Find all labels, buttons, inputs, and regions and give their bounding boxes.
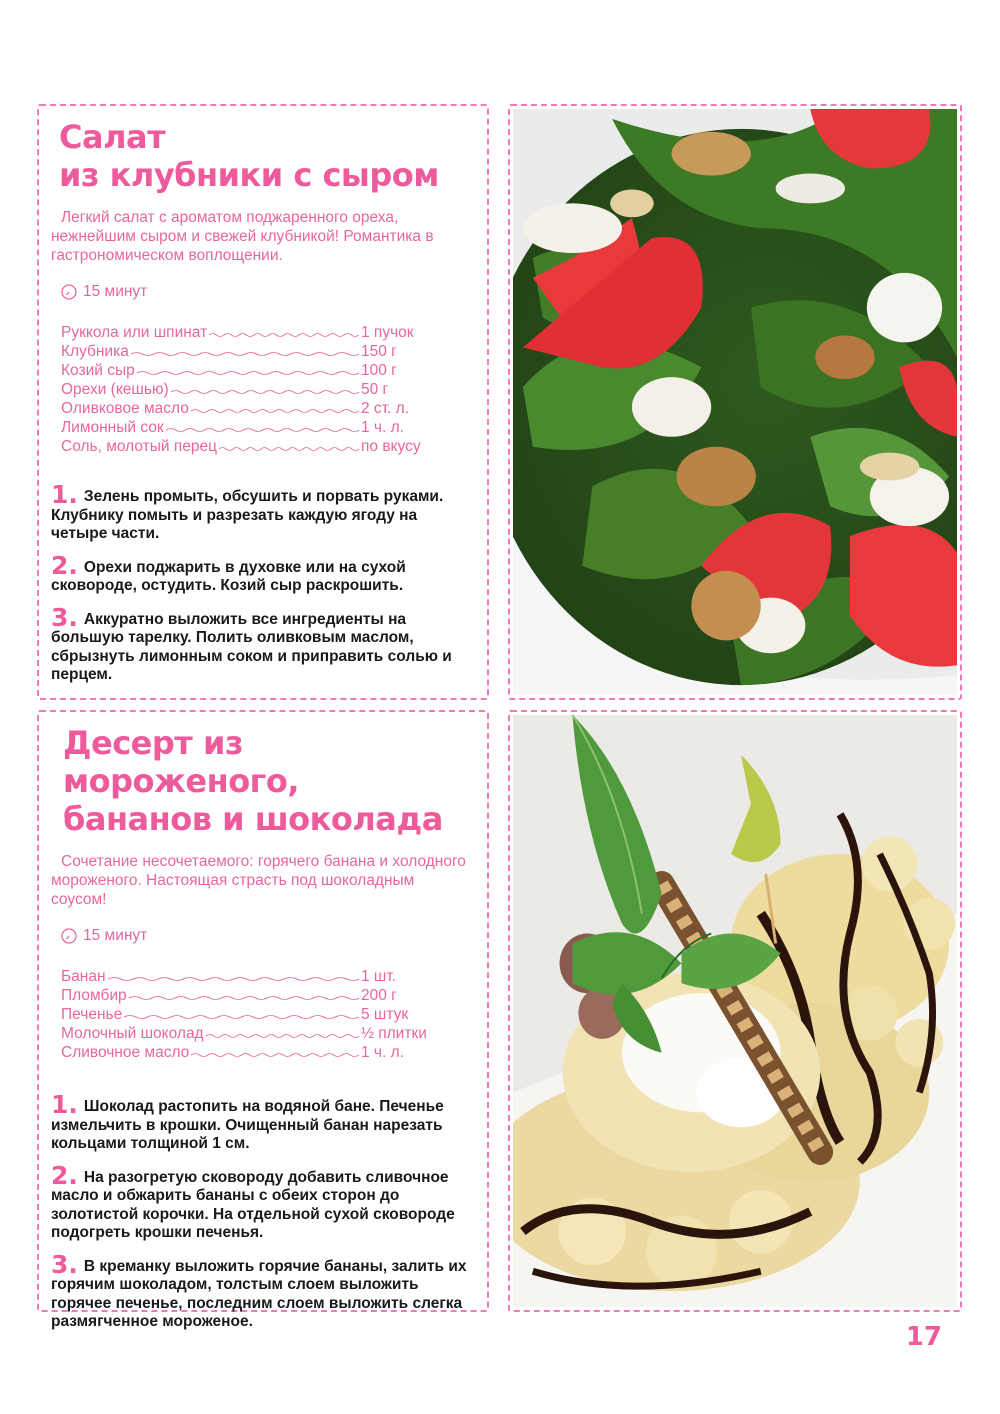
banana-ice-cream-dessert-image — [513, 715, 957, 1307]
recipe1-title — [59, 118, 469, 194]
wavy-leader — [206, 1033, 359, 1039]
step-text: Зелень промыть, обсушить и порвать руками. Клубнику помыть и разрезать каждую ягоду на четыре части. — [51, 488, 444, 542]
step-item — [51, 1090, 469, 1154]
step-number: 3. — [51, 1249, 78, 1279]
step-number: 1. — [51, 480, 78, 509]
ingredient-row — [61, 1024, 471, 1043]
wavy-leader — [137, 370, 359, 376]
ingredient-row — [61, 967, 471, 986]
recipe1-time-text: 15 минут — [83, 283, 148, 300]
step-number: 2. — [51, 1160, 78, 1190]
recipe1-card — [37, 104, 489, 700]
recipe1-title-line2: из клубники с сыром — [59, 156, 439, 194]
step-item — [51, 602, 469, 685]
step-item — [51, 550, 469, 596]
ingredient-name: Банан — [61, 968, 106, 985]
ingredient-row — [61, 323, 471, 342]
wavy-leader — [209, 332, 359, 338]
recipe2-time — [61, 927, 469, 945]
step-text: Орехи поджарить в духовке или на сухой сковороде, остудить. Козий сыр раскрошить. — [51, 558, 406, 594]
wavy-leader — [129, 995, 359, 1001]
ingredient-row — [61, 380, 471, 399]
page-number: 17 — [905, 1322, 942, 1352]
clock-icon — [61, 928, 77, 944]
wavy-leader — [166, 427, 359, 433]
step-number: 3. — [51, 602, 78, 632]
wavy-leader — [124, 1014, 359, 1020]
step-number: 1. — [51, 1090, 78, 1119]
salad-photo — [508, 104, 962, 700]
ingredient-name: Молочный шоколад — [61, 1025, 204, 1042]
ingredient-name: Клубника — [61, 343, 129, 360]
step-item — [51, 1249, 469, 1332]
ingredient-qty: 100 г — [361, 362, 397, 379]
ingredient-name: Пломбир — [61, 987, 127, 1004]
step-text: На разогретую сковороду добавить сливочное масло и обжарить бананы с обеих сторон до золотистой корочки. На отдельной сухой сковороде подогреть крошки печенья. — [51, 1168, 455, 1241]
recipe1-title-line1: Салат — [59, 118, 166, 156]
ingredient-row — [61, 342, 471, 361]
recipe2-lead: Сочетание несочетаемого: горячего банана и холодного мороженого. Настоящая страсть под шоколадным соусом! — [51, 853, 466, 908]
recipe2-card — [37, 710, 489, 1330]
ingredient-name: Руккола или шпинат — [61, 324, 208, 341]
ingredient-qty: 1 пучок — [361, 324, 414, 341]
step-item — [51, 480, 469, 544]
ingredient-qty: 50 г — [361, 381, 389, 398]
wavy-leader — [219, 446, 359, 452]
wavy-leader — [131, 351, 359, 357]
ingredient-name: Сливочное масло — [61, 1044, 190, 1061]
clock-icon — [61, 284, 77, 300]
recipe2-title-line2: бананов и шоколада — [63, 800, 443, 838]
recipe2-steps — [51, 1090, 469, 1332]
recipe1-lead: Легкий салат с ароматом поджаренного ореха, нежнейшим сыром и свежей клубникой! Романтика в гастрономическом воплощении. — [51, 209, 434, 264]
ingredient-name: Печенье — [61, 1006, 123, 1023]
wavy-leader — [191, 1052, 359, 1058]
recipe2-title — [63, 724, 469, 838]
ingredient-qty: по вкусу — [361, 438, 421, 455]
recipe2-time-text: 15 минут — [83, 927, 148, 944]
step-text: В креманку выложить горячие бананы, залить их горячим шоколадом, толстым слоем выложить горячее печенье, последним слоем выложить слегка размягченное мороженое. — [51, 1257, 467, 1330]
ingredient-row — [61, 437, 471, 456]
recipe1-ingredients — [61, 323, 471, 456]
step-number: 2. — [51, 550, 78, 580]
wavy-leader — [171, 389, 359, 395]
ingredient-qty: ½ плитки — [361, 1025, 427, 1042]
ingredient-row — [61, 418, 471, 437]
recipe2-title-line1: Десерт из мороженого, — [63, 724, 300, 800]
ingredient-row — [61, 986, 471, 1005]
ingredient-name: Оливковое масло — [61, 400, 189, 417]
recipe1-time — [61, 283, 469, 301]
step-text: Шоколад растопить на водяной бане. Печенье измельчить в крошки. Очищенный банан нарезать кольцами толщиной 1 см. — [51, 1098, 444, 1152]
ingredient-row — [61, 361, 471, 380]
recipe1-steps — [51, 480, 469, 685]
wavy-leader — [108, 976, 359, 982]
ingredient-name: Козий сыр — [61, 362, 135, 379]
strawberry-salad-image — [513, 109, 957, 695]
ingredient-qty: 200 г — [361, 987, 397, 1004]
step-item — [51, 1160, 469, 1243]
ingredient-name: Лимонный сок — [61, 419, 164, 436]
recipe2-ingredients — [61, 967, 471, 1062]
ingredient-row — [61, 1005, 471, 1024]
ingredient-qty: 1 шт. — [361, 968, 397, 985]
ingredient-qty: 5 штук — [361, 1006, 409, 1023]
step-text: Аккуратно выложить все ингредиенты на большую тарелку. Полить оливковым маслом, сбрызнуть лимонным соком и приправить солью и перцем. — [51, 610, 452, 683]
ingredient-name: Орехи (кешью) — [61, 381, 169, 398]
ingredient-row — [61, 1043, 471, 1062]
ingredient-qty: 1 ч. л. — [361, 419, 404, 436]
ingredient-qty: 150 г — [361, 343, 397, 360]
dessert-photo — [508, 710, 962, 1312]
wavy-leader — [191, 408, 359, 414]
ingredient-qty: 1 ч. л. — [361, 1044, 404, 1061]
ingredient-name: Соль, молотый перец — [61, 438, 217, 455]
ingredient-row — [61, 399, 471, 418]
ingredient-qty: 2 ст. л. — [361, 400, 410, 417]
